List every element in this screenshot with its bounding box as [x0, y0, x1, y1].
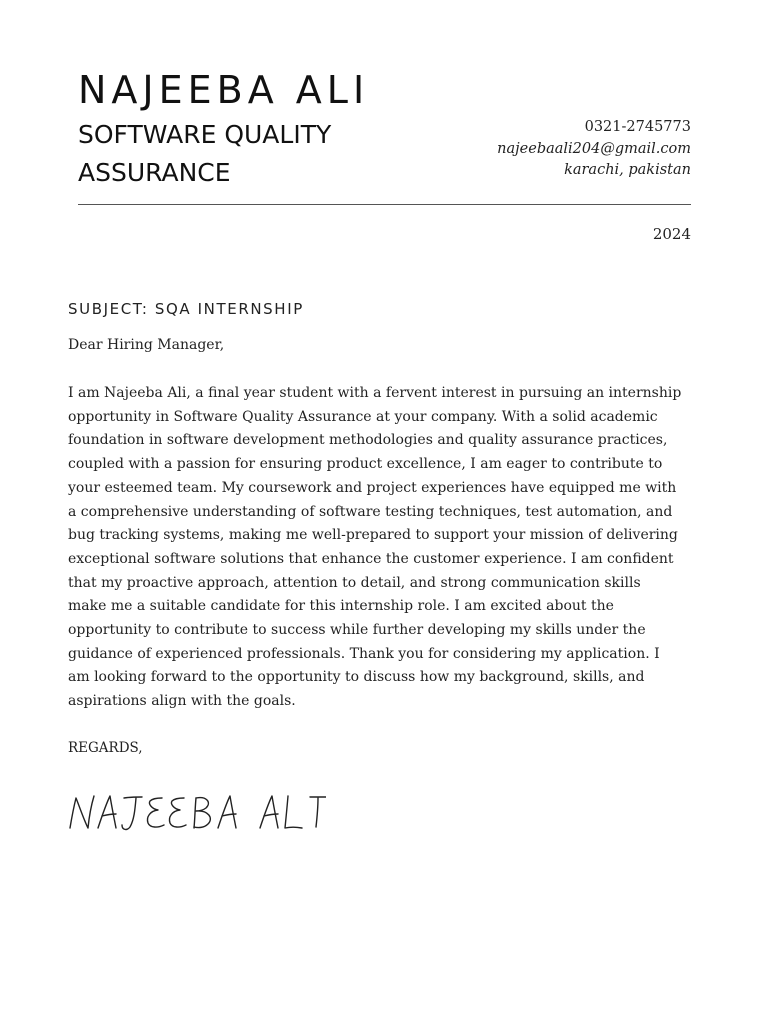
contact-location: karachi, pakistan [564, 162, 691, 178]
letter-closing: REGARDS, [68, 740, 143, 756]
handwritten-signature [66, 790, 326, 844]
signature-graphic [66, 790, 326, 840]
header-divider [78, 204, 691, 205]
sender-role: SOFTWARE QUALITY ASSURANCE [78, 120, 332, 187]
contact-block [497, 117, 691, 182]
letter-date: 2024 [652, 225, 691, 243]
contact-email: najeebaali204@gmail.com [497, 140, 691, 157]
letter-subject: SUBJECT: SQA INTERNSHIP [68, 300, 304, 318]
letter-greeting: Dear Hiring Manager, [68, 337, 225, 353]
contact-phone: 0321-2745773 [584, 119, 691, 135]
sender-name: NAJEEBA ALI [78, 68, 370, 112]
letter-body: I am Najeeba Ali, a final year student with a fervent interest in pursuing an internship opportunity in Software Quality Assurance at your company. With a solid academic foundation in software development methodologies and quality assurance practices, coupled with a passion for ensuring product excellence, I am eager to contribute to your esteemed team. My coursework and project experiences have equipped me with a comprehensive understanding of software testing techniques, test automation, and bug tracking systems, making me well-prepared to support your mission of delivering exceptional software solutions that enhance the customer experience. I am confident that my proactive approach, attention to detail, and strong communication skills make me a suitable candidate for this internship role. I am excited about the opportunity to contribute to success while further developing my skills under the guidance of experienced professionals. Thank you for considering my application. I am looking forward to the opportunity to discuss how my background, skills, and aspirations align with the goals. [68, 385, 682, 710]
